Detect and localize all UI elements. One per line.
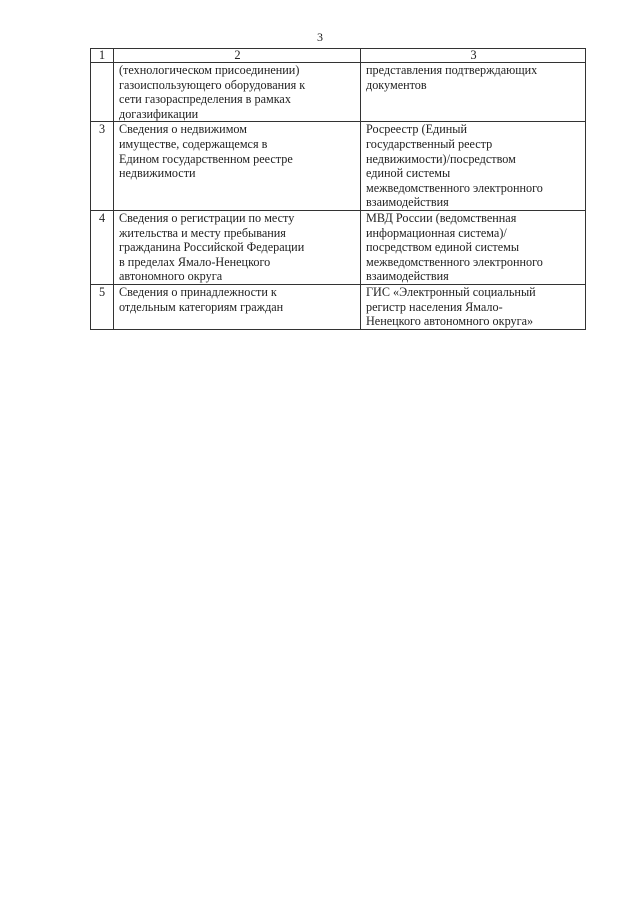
row-number: 5 <box>91 284 114 329</box>
header-col-2: 2 <box>114 49 361 63</box>
document-table <box>90 48 586 330</box>
header-col-3: 3 <box>361 49 586 63</box>
cell-line: МВД России (ведомственная <box>366 210 517 225</box>
header-col-1: 1 <box>91 49 114 63</box>
table-header-row <box>91 49 586 63</box>
table-row <box>91 284 586 329</box>
table-row <box>91 122 586 211</box>
information-cell <box>114 210 361 284</box>
cell-line: гражданина Российской Федерации <box>119 240 305 255</box>
cell-line: документов <box>366 77 427 92</box>
row-number: 3 <box>91 122 114 211</box>
cell-line: недвижимости <box>119 166 196 181</box>
row-number <box>91 63 114 122</box>
cell-line: Сведения о регистрации по месту <box>119 210 295 225</box>
cell-line: жительства и месту пребывания <box>119 225 286 240</box>
table-row <box>91 63 586 122</box>
cell-line: межведомственного электронного <box>366 254 543 269</box>
cell-line: Сведения о принадлежности к <box>119 284 277 299</box>
cell-line: Едином государственном реестре <box>119 151 293 166</box>
cell-line: представления подтверждающих <box>366 63 538 77</box>
source-cell <box>361 122 586 211</box>
cell-line: регистр населения Ямало- <box>366 299 503 314</box>
information-cell <box>114 63 361 122</box>
cell-line: в пределах Ямало-Ненецкого <box>119 254 271 269</box>
information-cell <box>114 122 361 211</box>
table-row <box>91 210 586 284</box>
cell-line: имуществе, содержащемся в <box>119 136 268 151</box>
cell-line: газоиспользующего оборудования к <box>119 77 306 92</box>
cell-line: взаимодействия <box>366 269 449 284</box>
source-cell <box>361 210 586 284</box>
cell-line: сети газораспределения в рамках <box>119 92 291 107</box>
cell-line: догазификации <box>119 106 199 121</box>
page-number: 3 <box>317 30 323 44</box>
cell-line: автономного округа <box>119 269 223 284</box>
cell-line: недвижимости)/посредством <box>366 151 516 166</box>
cell-line: Ненецкого автономного округа» <box>366 314 534 329</box>
cell-line: отдельным категориям граждан <box>119 299 284 314</box>
cell-line: (технологическом присоединении) <box>119 63 300 77</box>
cell-line: государственный реестр <box>366 136 493 151</box>
cell-line: Сведения о недвижимом <box>119 122 247 137</box>
row-number: 4 <box>91 210 114 284</box>
cell-line: единой системы <box>366 166 451 181</box>
cell-line: информационная система)/ <box>366 225 507 240</box>
cell-line: межведомственного электронного <box>366 180 543 195</box>
information-cell <box>114 284 361 329</box>
cell-line: взаимодействия <box>366 195 449 210</box>
cell-line: Росреестр (Единый <box>366 122 467 137</box>
cell-line: посредством единой системы <box>366 240 520 255</box>
source-cell <box>361 63 586 122</box>
cell-line: ГИС «Электронный социальный <box>366 284 536 299</box>
source-cell <box>361 284 586 329</box>
